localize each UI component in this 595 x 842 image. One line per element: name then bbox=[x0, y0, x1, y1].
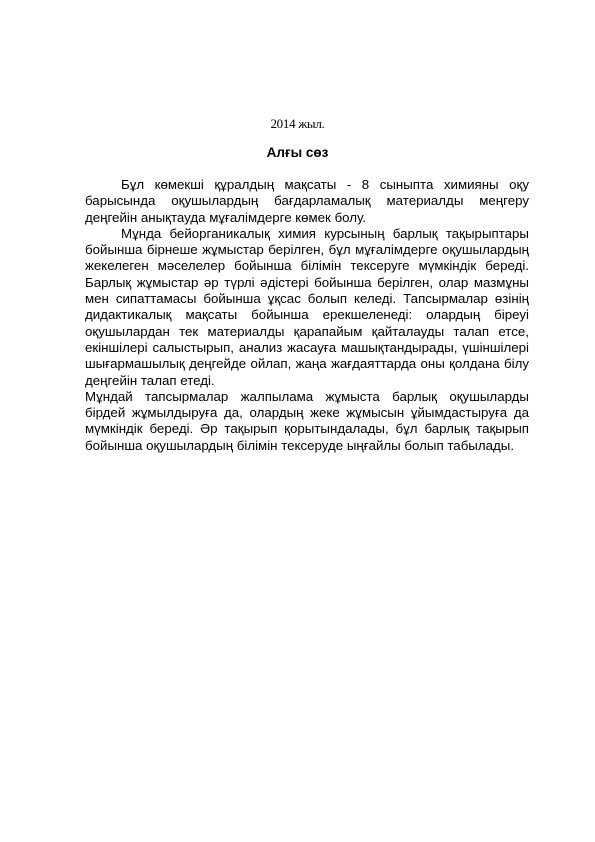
paragraph-2: Мұнда бейорганикалық химия курсының барлық тақырыптары бойынша бірнеше жұмыстар берілген, бұл мұғалімдерге оқушылардың жекелеген мәселелер бойынша білімін тексеруге мүмкіндік береді. Барлық жұмыстар әр түрлі әдістері бойынша берілген, олар мазмұны мен сипаттамасы бойынша ұқсас болып келеді. Тапсырмалар өзінің дидактикалық мақсаты бойынша ерекшеленеді: олардың біреуі оқушылардан тек материалды қарапайым қайталауды талап етсе, екіншілері салыстырып, анализ жасауға машықтандырады, үшіншілері шығармашылық деңгейде ойлап, жаңа жағдаяттарда оны қолдана білу деңгейін талап етеді. bbox=[85, 225, 529, 388]
document-year: 2014 жыл. bbox=[270, 116, 325, 131]
paragraph-3: Мұндай тапсырмалар жалпылама жұмыста барлық оқушыларды бірдей жұмылдыруға да, олардың жеке жұмысын ұйымдастыруға да мүмкіндік береді. Әр тақырып қорытындалады, бұл барлық тақырып бойынша оқушылардың білімін тексеруде ыңғайлы болып табылады. bbox=[85, 388, 529, 453]
document-body bbox=[85, 177, 529, 454]
document-title: Алғы сөз bbox=[266, 145, 329, 160]
paragraph-1: Бұл көмекші құралдың мақсаты - 8 сыныпта химияны оқу барысында оқушылардың бағдарламалық материалды меңгеру деңгейін анықтауда мұғалімдерге көмек болу. bbox=[85, 177, 529, 225]
